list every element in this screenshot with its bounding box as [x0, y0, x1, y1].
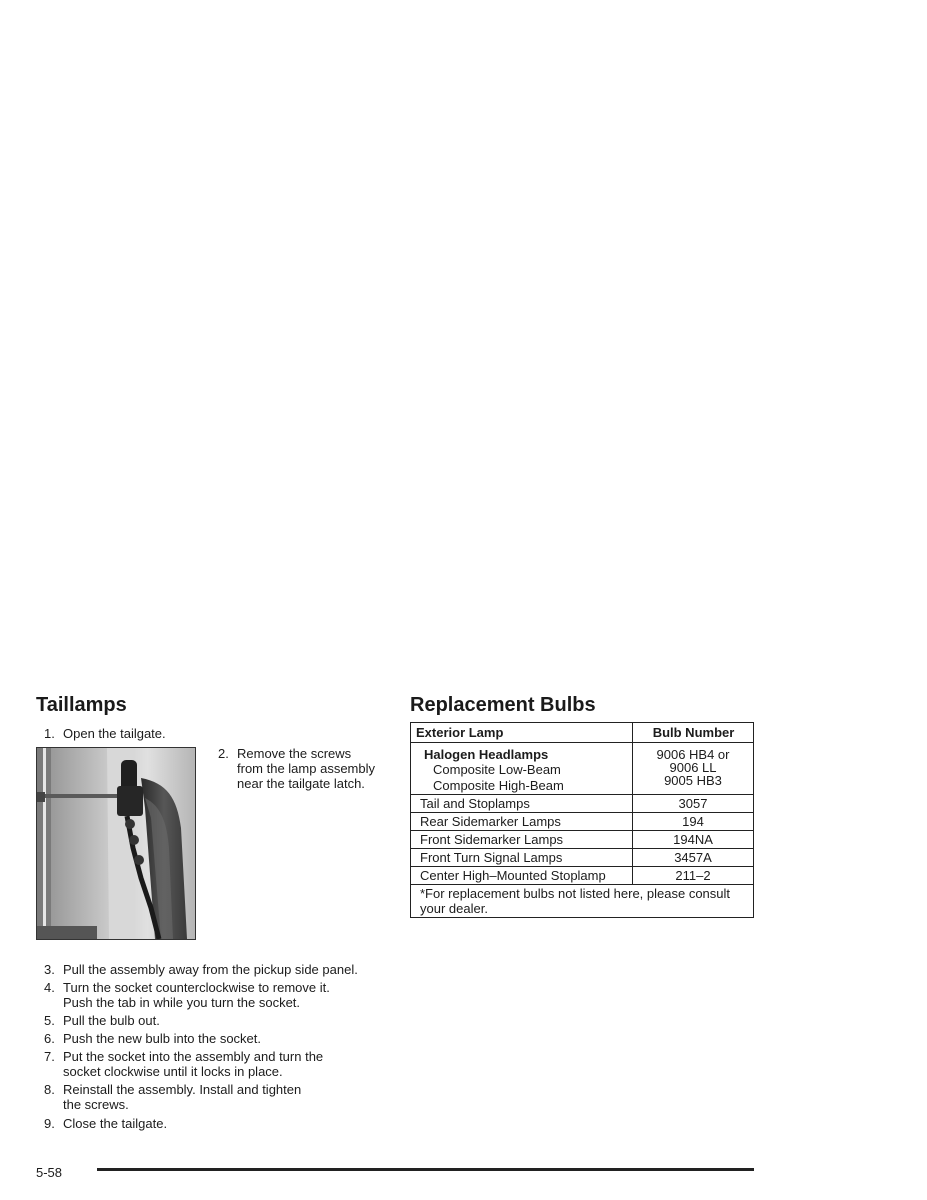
table-row: [411, 831, 754, 849]
table-note: *For replacement bulbs not listed here, please consult your dealer.: [411, 885, 754, 918]
halogen-bulb: 9006 HB4 or: [656, 747, 730, 762]
table-row: [411, 813, 754, 831]
step-text: Reinstall the assembly. Install and tighten: [63, 1082, 302, 1097]
step-number: 8.: [44, 1082, 55, 1097]
step-number: 4.: [44, 980, 55, 995]
step-number: 5.: [44, 1013, 55, 1028]
taillamps-heading: Taillamps: [36, 694, 127, 716]
step-text-continued: Push the tab in while you turn the socket.: [63, 995, 301, 1010]
step-text: Pull the assembly away from the pickup side panel.: [63, 962, 358, 977]
step-number: 3.: [44, 962, 55, 977]
halogen-bulb: 9006 LL: [669, 760, 717, 775]
table-row: [411, 795, 754, 813]
lamp-cell: Tail and Stoplamps: [411, 795, 633, 813]
table-header-row: [411, 723, 754, 743]
table-row: [411, 867, 754, 885]
lamp-cell: Center High–Mounted Stoplamp: [411, 867, 633, 885]
table-row: [411, 849, 754, 867]
table-row: [411, 743, 754, 795]
step-text: Open the tailgate.: [63, 726, 166, 741]
halogen-bulb-cell: [633, 743, 754, 795]
bulb-cell: 211–2: [633, 867, 754, 885]
step-text: Close the tailgate.: [63, 1116, 168, 1131]
halogen-item: Composite High-Beam: [433, 778, 564, 793]
lamp-cell: Front Sidemarker Lamps: [411, 831, 633, 849]
column-header-exterior-lamp: Exterior Lamp: [411, 723, 633, 743]
step-number: 2.: [218, 746, 229, 761]
footer-rule: [97, 1168, 754, 1171]
step-text-continued: the screws.: [63, 1097, 129, 1112]
halogen-item: Composite Low-Beam: [433, 762, 561, 777]
column-header-bulb-number: Bulb Number: [633, 723, 754, 743]
step-text: Push the new bulb into the socket.: [63, 1031, 262, 1046]
step-number: 7.: [44, 1049, 55, 1064]
halogen-title: Halogen Headlamps: [424, 747, 549, 762]
bulb-cell: 3457A: [633, 849, 754, 867]
halogen-bulb: 9005 HB3: [664, 773, 722, 788]
step-number: 1.: [44, 726, 55, 741]
table-note-row: [411, 885, 754, 918]
bulb-cell: 194: [633, 813, 754, 831]
bulb-cell: 3057: [633, 795, 754, 813]
taillamp-photo: [36, 747, 196, 940]
replacement-bulbs-heading: Replacement Bulbs: [410, 694, 596, 716]
step-text: Pull the bulb out.: [63, 1013, 160, 1028]
page-number: 5-58: [36, 1165, 63, 1180]
halogen-lamp-cell: [411, 743, 633, 795]
step-text: Turn the socket counterclockwise to remove it.: [63, 980, 330, 995]
step-text: Remove the screws from the lamp assembly near the tailgate latch.: [237, 746, 375, 791]
bulb-cell: 194NA: [633, 831, 754, 849]
step-number: 9.: [44, 1116, 55, 1131]
step-text: Put the socket into the assembly and turn the: [63, 1049, 324, 1064]
replacement-bulbs-table: [410, 722, 754, 918]
lamp-cell: Rear Sidemarker Lamps: [411, 813, 633, 831]
step-text-continued: socket clockwise until it locks in place.: [63, 1064, 283, 1079]
lamp-cell: Front Turn Signal Lamps: [411, 849, 633, 867]
step-number: 6.: [44, 1031, 55, 1046]
